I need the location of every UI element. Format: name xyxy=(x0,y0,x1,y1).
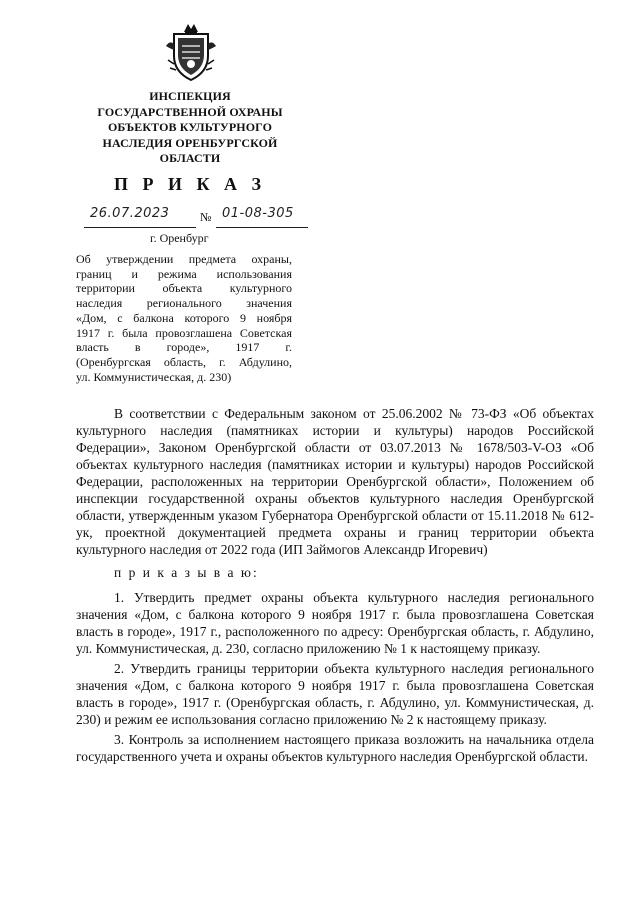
org-line: ИНСПЕКЦИЯ xyxy=(149,89,231,103)
date-underline xyxy=(84,227,196,228)
document-body xyxy=(76,405,594,765)
orders-word: п р и к а з ы в а ю: xyxy=(114,565,259,580)
subject-line: Об утверждении предмета охраны, xyxy=(76,252,292,266)
subject-line: наследия регионального значения xyxy=(76,296,292,311)
organization-name xyxy=(80,89,300,167)
order-item: 2. Утвердить границы территории объекта культурного наследия регионального значения «Дом, с балкона которого 9 ноября 1917 г. была провозглашена Советская власть в городе», 1917 г. (Оренбургская область, г. Абдулино, ул. Коммунистическая, д. 230) и режим ее использования согласно приложению № 2 к настоящему приказу. xyxy=(76,661,594,727)
org-line: НАСЛЕДИЯ ОРЕНБУРГСКОЙ xyxy=(102,135,278,150)
order-item: 1. Утвердить предмет охраны объекта культурного наследия регионального значения «Дом, с балкона которого 9 ноября 1917 г. была провозглашена Советская власть в городе», 1917 г., расположенного по адресу: Оренбургская область, г. Абдулино, ул. Коммунистическая, д. 230, согласно приложению № 1 к настоящему приказу. xyxy=(76,590,594,656)
subject-line: ул. Коммунистическая, д. 230) xyxy=(76,369,232,384)
subject-line: 1917 г. была провозглашена Советская xyxy=(76,325,292,340)
subject-line: (Оренбургская область, г. Абдулино, xyxy=(76,354,292,369)
subject-line: власть в городе», 1917 г. xyxy=(76,340,292,355)
preamble-paragraph: В соответствии с Федеральным законом от 25.06.2002 № 73-ФЗ «Об объектах культурного наследия (памятниках истории и культуры) народов Российской Федерации», Законом Оренбургской области от 03.07.2013 № 1678/503-V-ОЗ «Об объектах культурного наследия (памятниках истории и культуры) народов Российской Федерации, расположенных на территории Оренбургской области», Положением об инспекции государственной охраны объектов культурного наследия Оренбургской области, утвержденным указом Губернатора Оренбургской области от 15.11.2018 № 612-ук, проектной документацией предмета охраны и границ территории объекта культурного наследия от 2022 года (ИП Займогов Александр Игоревич) xyxy=(76,406,594,557)
document-number: 01-08-305 xyxy=(222,206,294,221)
subject-block xyxy=(76,252,292,384)
order-item: 3. Контроль за исполнением настоящего приказа возложить на начальника отдела государственного учета и охраны объектов культурного наследия Оренбургской области. xyxy=(76,732,594,764)
subject-line: территории объекта культурного xyxy=(76,281,292,296)
subject-line: «Дом, с балкона которого 9 ноября xyxy=(76,310,292,325)
org-line: ОБЛАСТИ xyxy=(159,151,221,165)
subject-line: границ и режима использования xyxy=(76,266,292,281)
number-sign: № xyxy=(200,210,212,224)
org-line: ГОСУДАРСТВЕННОЙ ОХРАНЫ xyxy=(97,104,283,119)
date-number-line xyxy=(82,206,312,228)
document-type-title: П Р И К А З xyxy=(113,174,267,194)
org-line: ОБЪЕКТОВ КУЛЬТУРНОГО xyxy=(107,120,273,134)
document-date: 26.07.2023 xyxy=(90,206,170,221)
coat-of-arms-emblem xyxy=(164,20,218,82)
number-underline xyxy=(216,227,308,228)
city: г. Оренбург xyxy=(150,231,209,245)
